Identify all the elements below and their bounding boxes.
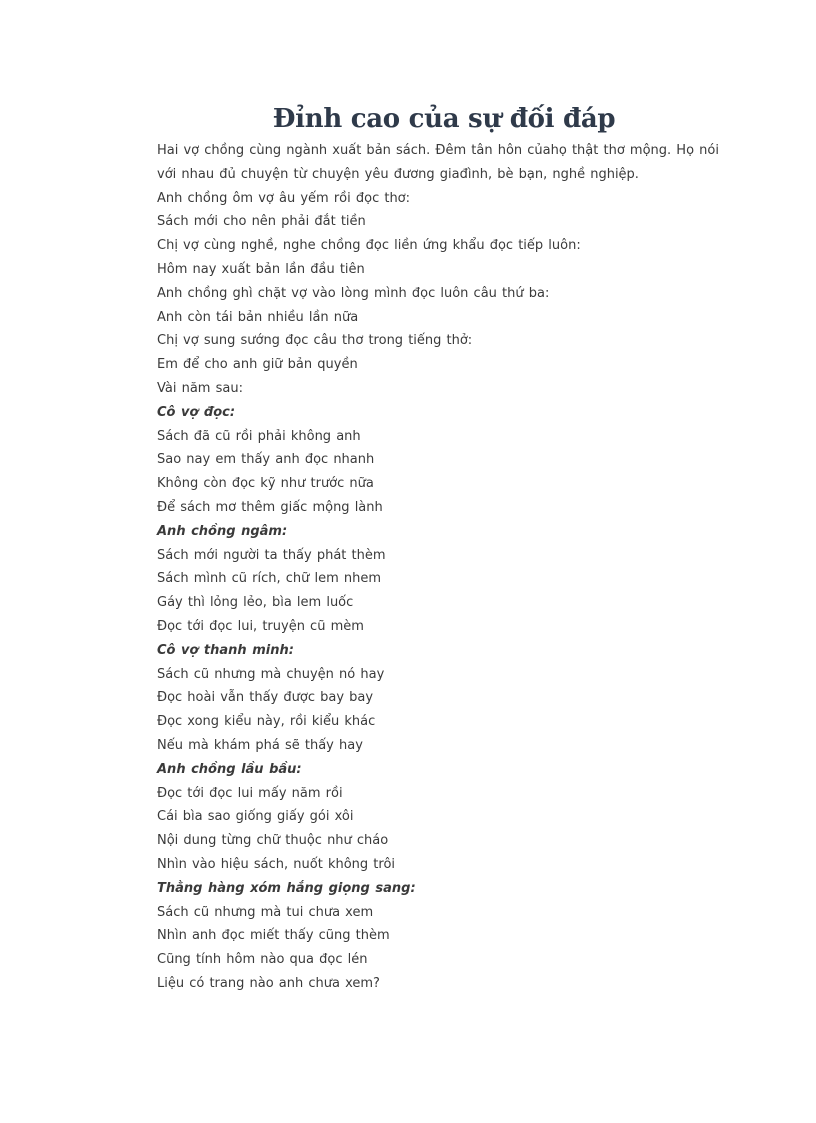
- text-line: Sách mới cho nên phải đắt tiền: [157, 214, 366, 230]
- text-line: Em để cho anh giữ bản quyền: [157, 357, 358, 373]
- text-line: Đọc tới đọc lui mấy năm rồi: [157, 785, 343, 801]
- text-line: Nếu mà khám phá sẽ thấy hay: [157, 737, 363, 753]
- speaker-heading: Anh chồng ngâm:: [157, 523, 288, 539]
- text-line: Đọc hoài vẫn thấy được bay bay: [157, 690, 374, 706]
- text-line: Không còn đọc kỹ như trước nữa: [157, 476, 374, 492]
- text-line: Sách cũ nhưng mà tui chưa xem: [157, 904, 374, 920]
- text-line: Cũng tính hôm nào qua đọc lén: [157, 952, 368, 968]
- speaker-heading: Anh chồng lầu bầu:: [157, 761, 302, 777]
- text-line: Nhìn anh đọc miết thấy cũng thèm: [157, 928, 390, 944]
- text-line: với nhau đủ chuyện từ chuyện yêu đương giađình, bè bạn, nghề nghiệp.: [157, 166, 639, 182]
- text-line: Anh chồng ghì chặt vợ vào lòng mình đọc luôn câu thứ ba:: [157, 285, 550, 301]
- speaker-heading: Cô vợ thanh minh:: [157, 642, 294, 658]
- text-line: Vài năm sau:: [157, 380, 243, 396]
- text-line: Nội dung từng chữ thuộc như cháo: [157, 833, 389, 849]
- text-line: Sao nay em thấy anh đọc nhanh: [157, 452, 375, 468]
- text-line: Sách mới người ta thấy phát thèm: [157, 547, 386, 563]
- page-title: Đỉnh cao của sự đối đáp: [272, 104, 616, 134]
- speaker-heading: Thằng hàng xóm hắng giọng sang:: [157, 880, 416, 896]
- text-line: Hôm nay xuất bản lần đầu tiên: [157, 261, 365, 277]
- document-body: [157, 139, 737, 996]
- text-line: Sách mình cũ rích, chữ lem nhem: [157, 571, 382, 587]
- text-line: Đọc tới đọc lui, truyện cũ mèm: [157, 618, 364, 634]
- speaker-heading: Cô vợ đọc:: [157, 404, 236, 420]
- text-line: Sách cũ nhưng mà chuyện nó hay: [157, 666, 385, 682]
- text-line: Liệu có trang nào anh chưa xem?: [157, 975, 380, 991]
- text-line: Hai vợ chồng cùng ngành xuất bản sách. Đêm tân hôn củahọ thật thơ mộng. Họ nói: [157, 143, 719, 158]
- text-line: Sách đã cũ rồi phải không anh: [157, 428, 361, 444]
- text-line: Đọc xong kiểu này, rồi kiểu khác: [157, 714, 376, 730]
- text-line: Anh còn tái bản nhiều lần nữa: [157, 309, 359, 325]
- text-line: Để sách mơ thêm giấc mộng lành: [157, 499, 383, 515]
- text-line: Cái bìa sao giống giấy gói xôi: [157, 809, 354, 825]
- text-line: Chị vợ sung sướng đọc câu thơ trong tiếng thở:: [157, 333, 473, 349]
- text-line: Chị vợ cùng nghề, nghe chồng đọc liền ứng khẩu đọc tiếp luôn:: [157, 238, 581, 254]
- text-line: Nhìn vào hiệu sách, nuốt không trôi: [157, 856, 396, 872]
- text-line: Anh chồng ôm vợ âu yếm rồi đọc thơ:: [157, 190, 411, 206]
- text-line: Gáy thì lỏng lẻo, bìa lem luốc: [157, 595, 354, 611]
